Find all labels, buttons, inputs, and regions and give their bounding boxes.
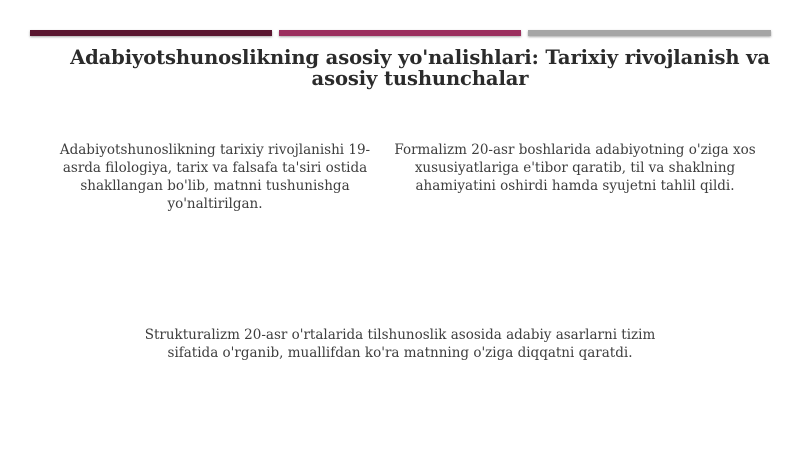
slide-title: Adabiyotshunoslikning asosiy yo'nalishlari: Tarixiy rivojlanish va asosiy tushunchalar — [70, 46, 770, 90]
accent-bar-right — [528, 30, 771, 36]
paragraph-left: Adabiyotshunoslikning tarixiy rivojlanishi 19-asrda filologiya, tarix va falsafa ta'siri ostida shakllangan bo'lib, matnni tushunishga yo'naltirilgan. — [59, 142, 371, 212]
paragraph-right: Formalizm 20-asr boshlarida adabiyotning o'ziga xos xususiyatlariga e'tibor qaratib, til va shaklning ahamiyatini oshirdi hamda syujetni tahlil qildi. — [394, 142, 756, 194]
paragraph-bottom: Strukturalizm 20-asr o'rtalarida tilshunoslik asosida adabiy asarlarni tizim sifatida o'rganib, muallifdan ko'ra matnning o'ziga diqqatni qaratdi. — [144, 327, 656, 361]
accent-bar-left — [30, 30, 272, 36]
accent-bar-middle — [279, 30, 521, 36]
